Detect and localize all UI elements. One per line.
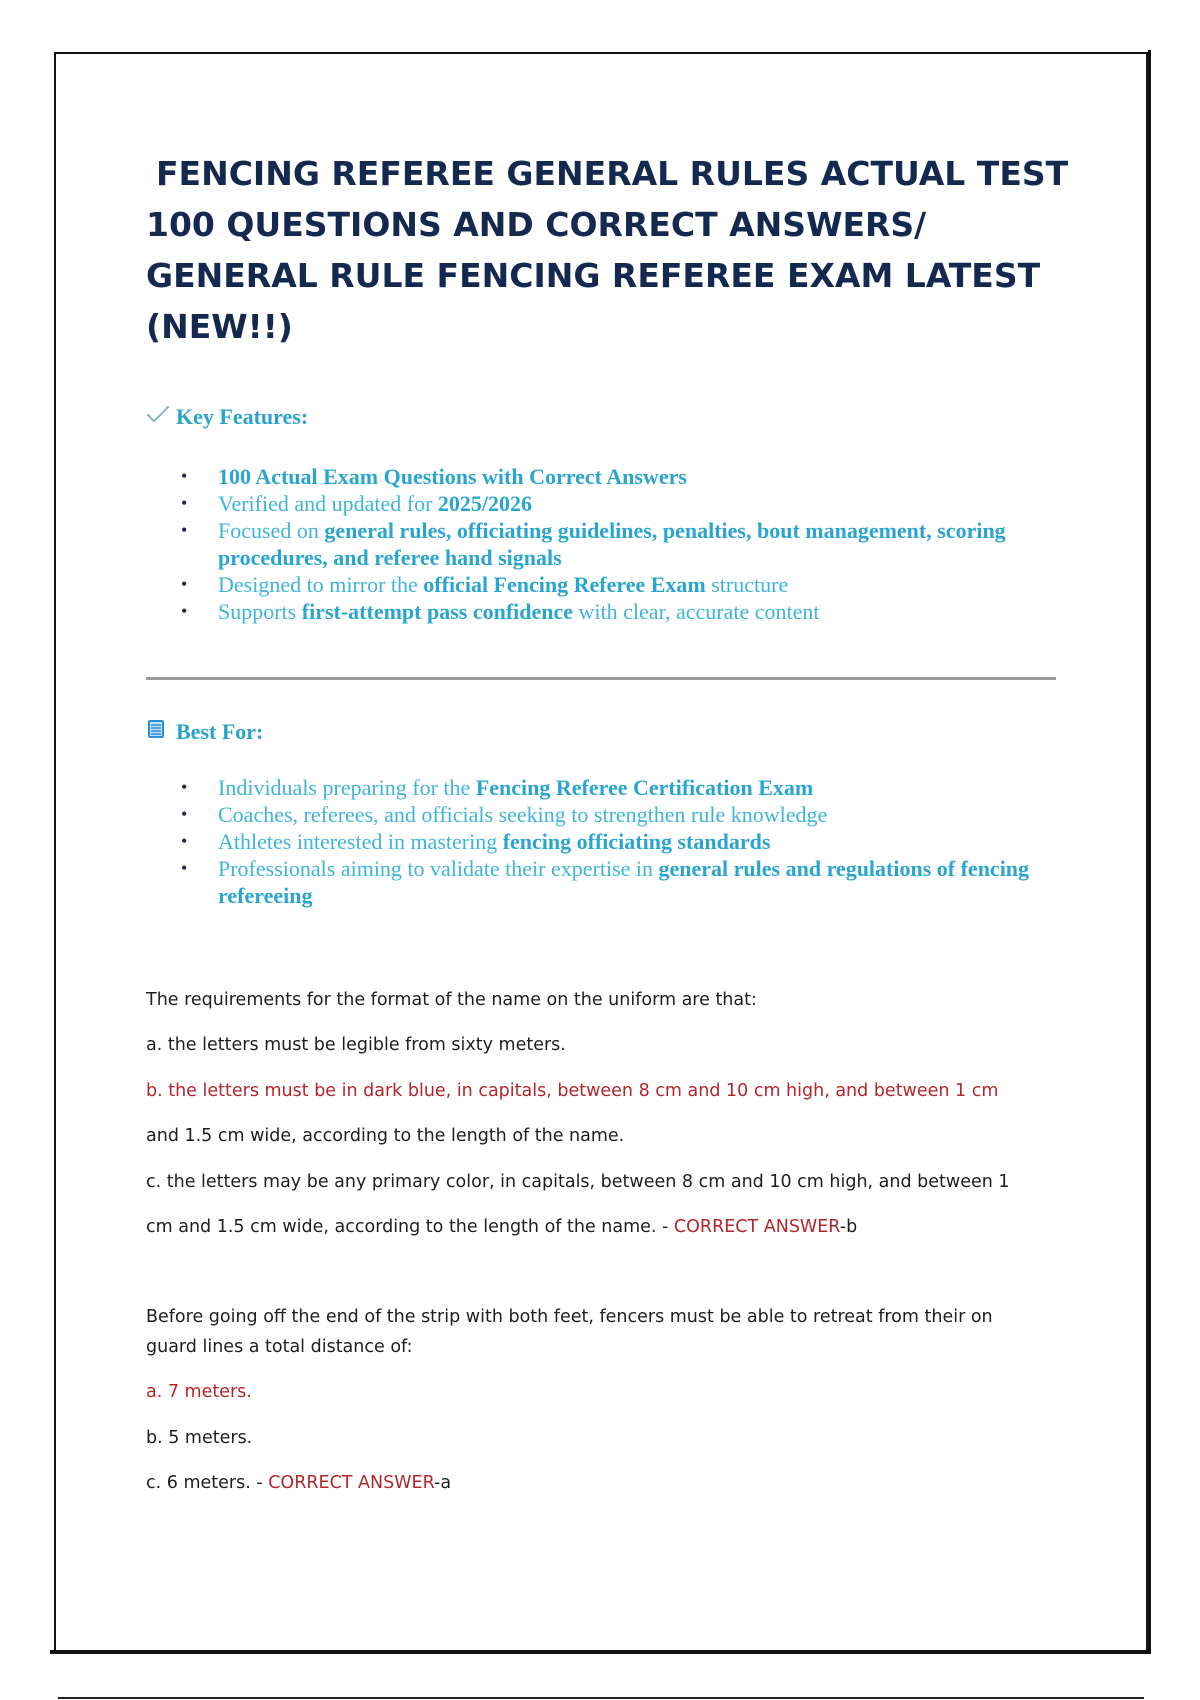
answer-option: a. the letters must be legible from sixty meters. — [146, 1035, 566, 1055]
key-features-heading — [146, 404, 308, 430]
answer-option-line — [146, 1473, 451, 1493]
page-border-shadow-right — [1148, 50, 1151, 1654]
correct-answer-label: CORRECT ANSWER — [268, 1473, 435, 1493]
title-line: GENERAL RULE FENCING REFEREE EXAM LATEST — [146, 256, 1041, 295]
list-item: • Individuals preparing for the Fencing Referee Certification Exam — [181, 774, 1061, 801]
answer-option-correct: a. 7 meters. — [146, 1382, 252, 1402]
key-features-list — [181, 463, 1061, 625]
footer-rule — [58, 1697, 1144, 1699]
question-prompt: The requirements for the format of the name on the uniform are that: — [146, 990, 757, 1010]
section-divider — [146, 677, 1056, 680]
list-item: • 100 Actual Exam Questions with Correct Answers — [181, 463, 1061, 490]
title-line: (NEW!!) — [146, 307, 293, 346]
book-icon — [146, 718, 170, 746]
page-border-shadow-bottom — [50, 1650, 1151, 1654]
best-for-label: Best For: — [176, 719, 264, 744]
question-prompt: Before going off the end of the strip with both feet, fencers must be able to retreat from their on — [146, 1307, 993, 1327]
list-item: • Supports first-attempt pass confidence with clear, accurate content — [181, 598, 1061, 625]
answer-option-continuation: cm and 1.5 cm wide, according to the length of the name. - — [146, 1217, 674, 1237]
list-item: • Athletes interested in mastering fencing officiating standards — [181, 828, 1061, 855]
correct-answer-label: CORRECT ANSWER — [673, 1217, 840, 1237]
key-features-label: Key Features: — [176, 404, 309, 429]
title-line: 100 QUESTIONS AND CORRECT ANSWERS/ — [146, 205, 927, 244]
answer-option: b. 5 meters. — [146, 1428, 253, 1448]
list-item: • Designed to mirror the official Fencing Referee Exam structure — [181, 571, 1061, 598]
list-item: • Focused on general rules, officiating guidelines, penalties, bout management, scoring procedures, and referee hand signals — [181, 517, 1061, 571]
best-for-heading — [146, 718, 263, 746]
document-title — [146, 148, 1069, 352]
answer-option: c. 6 meters. - — [146, 1473, 269, 1493]
answer-option-continuation: and 1.5 cm wide, according to the length of the name. — [146, 1126, 625, 1146]
title-line: FENCING REFEREE GENERAL RULES ACTUAL TEST — [156, 154, 1069, 193]
correct-answer-value: -b — [839, 1217, 858, 1237]
list-item: • Professionals aiming to validate their expertise in general rules and regulations of fencing refereeing — [181, 855, 1061, 909]
answer-option-correct: b. the letters must be in dark blue, in capitals, between 8 cm and 10 cm high, and between 1 cm — [146, 1081, 999, 1101]
best-for-list — [181, 774, 1061, 909]
answer-option: c. the letters may be any primary color, in capitals, between 8 cm and 10 cm high, and between 1 — [146, 1172, 1010, 1192]
check-mark-icon — [146, 404, 170, 430]
answer-option-line — [146, 1217, 857, 1237]
question-prompt-continuation: guard lines a total distance of: — [146, 1337, 413, 1357]
correct-answer-value: -a — [434, 1473, 452, 1493]
list-item: • Coaches, referees, and officials seeking to strengthen rule knowledge — [181, 801, 1061, 828]
list-item: • Verified and updated for 2025/2026 — [181, 490, 1061, 517]
